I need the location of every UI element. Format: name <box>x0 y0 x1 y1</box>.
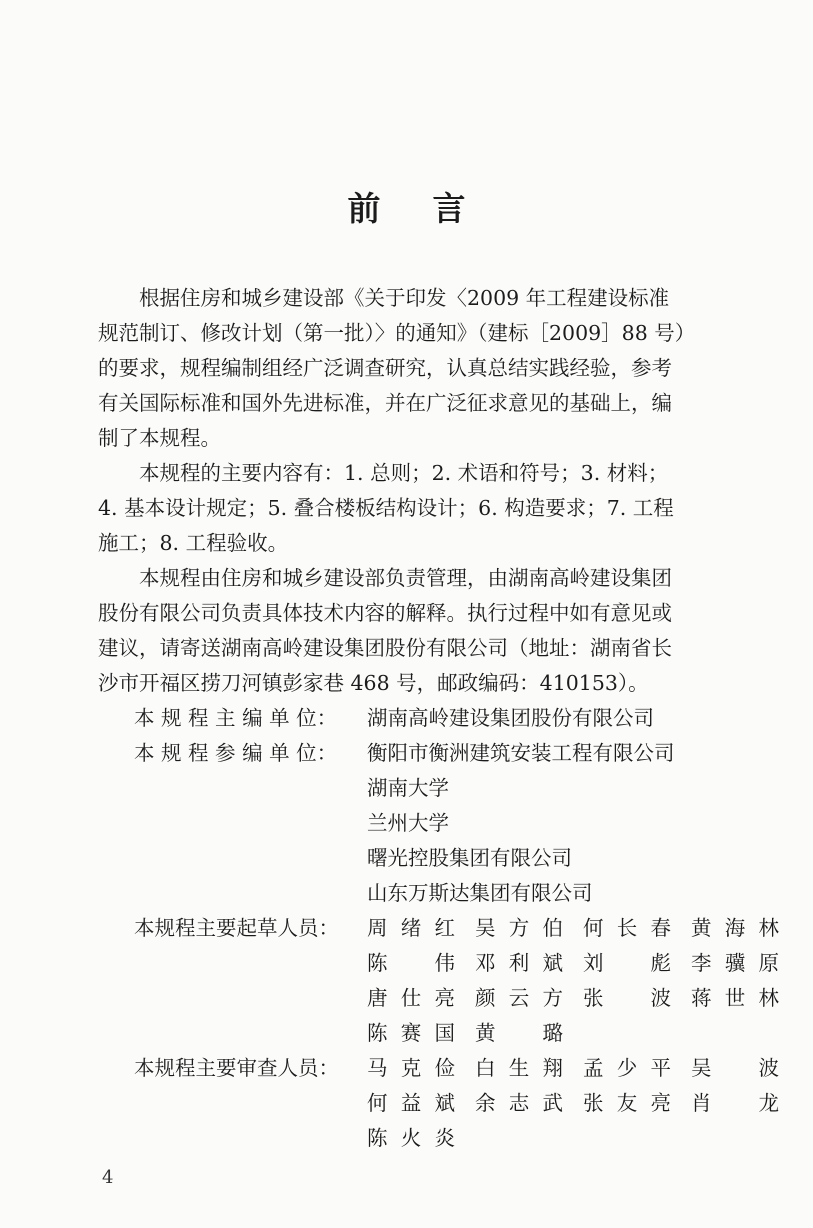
person-name: 白生翔 <box>475 1056 563 1080</box>
person-name: 周绪红 <box>367 916 455 940</box>
person-name: 陈 伟 <box>367 951 455 975</box>
page-number: 4 <box>102 1167 114 1188</box>
person-name: 马克俭 <box>367 1056 455 1080</box>
participating-label: 本 规 程 参 编 单 位： <box>134 741 338 765</box>
participating-unit: 兰州大学 <box>367 811 449 835</box>
paragraph-line: 本规程由住房和城乡建设部负责管理，由湖南高岭建设集团 <box>139 566 672 590</box>
person-name: 陈赛国 <box>367 1021 455 1045</box>
person-name: 张友亮 <box>583 1091 671 1115</box>
person-name: 陈火炎 <box>367 1126 455 1150</box>
chief-editor-unit: 湖南高岭建设集团股份有限公司 <box>367 706 654 730</box>
paragraph-3 <box>98 561 750 701</box>
person-name: 吴 波 <box>691 1056 779 1080</box>
paragraph-line: 根据住房和城乡建设部《关于印发〈2009 年工程建设标准 <box>139 286 670 310</box>
participating-unit: 山东万斯达集团有限公司 <box>367 881 593 905</box>
person-name: 蒋世林 <box>691 986 779 1010</box>
person-name: 张 波 <box>583 986 671 1010</box>
person-name: 刘 彪 <box>583 951 671 975</box>
paragraph-line: 的要求，规程编制组经广泛调查研究，认真总结实践经验，参考 <box>98 356 672 380</box>
drafters-list <box>367 911 779 1051</box>
participating-unit: 衡阳市衡洲建筑安装工程有限公司 <box>367 741 675 765</box>
person-name: 颜云方 <box>475 986 563 1010</box>
reviewers-row <box>367 1051 779 1086</box>
paragraph-line: 本规程的主要内容有：1. 总则；2. 术语和符号；3. 材料； <box>139 461 669 485</box>
drafters-row <box>367 911 779 946</box>
drafters-row <box>367 1016 779 1051</box>
person-name: 余志武 <box>475 1091 563 1115</box>
drafters-row <box>367 946 779 981</box>
person-name: 何长春 <box>583 916 671 940</box>
person-name: 何益斌 <box>367 1091 455 1115</box>
participating-unit: 曙光控股集团有限公司 <box>367 846 572 870</box>
person-name: 黄海林 <box>691 916 779 940</box>
person-name: 唐仕亮 <box>367 986 455 1010</box>
title-char-2: 言 <box>432 189 466 228</box>
person-name: 肖 龙 <box>691 1091 779 1115</box>
reviewers-list <box>367 1051 779 1156</box>
paragraph-1 <box>98 281 750 456</box>
person-name: 李骥原 <box>691 951 779 975</box>
person-name: 吴方伯 <box>475 916 563 940</box>
drafters-label: 本规程主要起草人员： <box>134 916 339 940</box>
reviewers-row <box>367 1086 779 1121</box>
person-name: 黄 璐 <box>475 1021 563 1045</box>
paragraph-line: 建议，请寄送湖南高岭建设集团股份有限公司（地址：湖南省长 <box>98 636 672 660</box>
paragraph-line: 沙市开福区捞刀河镇彭家巷 468 号，邮政编码：410153）。 <box>98 671 649 695</box>
paragraph-line: 制了本规程。 <box>98 426 221 450</box>
paragraph-line: 股份有限公司负责具体技术内容的解释。执行过程中如有意见或 <box>98 601 672 625</box>
paragraph-2 <box>98 456 750 561</box>
person-name: 孟少平 <box>583 1056 671 1080</box>
paragraph-line: 4. 基本设计规定；5. 叠合楼板结构设计；6. 构造要求；7. 工程 <box>98 496 674 520</box>
chief-editor-value <box>367 701 654 736</box>
reviewers-label: 本规程主要审查人员： <box>134 1056 339 1080</box>
paragraph-line: 有关国际标准和国外先进标准，并在广泛征求意见的基础上，编 <box>98 391 672 415</box>
participating-unit: 湖南大学 <box>367 776 449 800</box>
person-name: 邓利斌 <box>475 951 563 975</box>
reviewers-row <box>367 1121 779 1156</box>
title-char-1: 前 <box>347 189 381 228</box>
paragraph-line: 施工；8. 工程验收。 <box>98 531 289 555</box>
participating-list <box>367 736 675 911</box>
page-title <box>0 183 813 230</box>
chief-editor-label: 本 规 程 主 编 单 位： <box>134 706 338 730</box>
paragraph-line: 规范制订、修改计划（第一批）〉的通知》（建标［2009］88 号） <box>98 321 696 345</box>
drafters-row <box>367 981 779 1016</box>
